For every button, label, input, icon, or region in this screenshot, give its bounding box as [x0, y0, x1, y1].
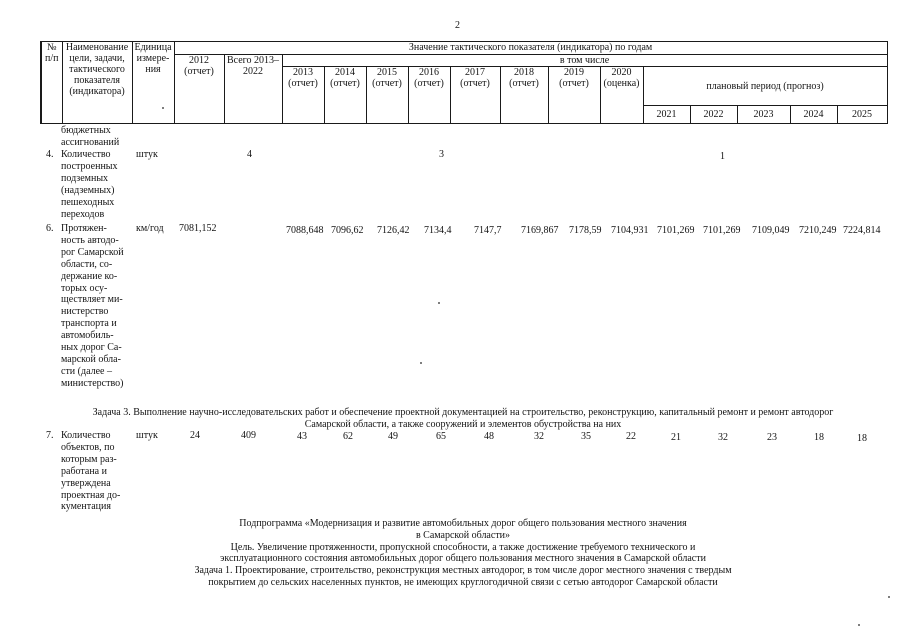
header-total: Всего 2013–2022	[224, 55, 282, 124]
row-6-2023: 7109,049	[752, 225, 790, 236]
continuation-text: бюджетных ассигнований	[61, 125, 120, 148]
row-6-2013: 7088,648	[286, 225, 324, 236]
header-including: в том числе	[282, 55, 887, 67]
row-7-2019: 35	[581, 431, 591, 442]
header-year-2023: 2023	[737, 106, 790, 124]
header-year-2016: 2016 (отчет)	[408, 67, 450, 124]
row-7-2012: 24	[190, 430, 200, 441]
row-7-name: Количество объектов, по которым раз- работана и утверждена проектная до- кументация	[61, 430, 121, 513]
row-6-2020: 7104,931	[611, 225, 649, 236]
row-6-2012: 7081,152	[179, 223, 217, 234]
header-name: Наименование цели, задачи, тактического показателя (индикатора)	[62, 42, 132, 124]
subprogram-task-1: Задача 1. Проектирование, строительство, реконструкция местных автодорог, в том числе дорог местного значения с твердым	[194, 565, 732, 577]
row-4-num: 4.	[46, 149, 54, 160]
subprogram-goal: Цель. Увеличение протяженности, пропускной способности, а также достижение требуемого технического и	[230, 541, 696, 553]
row-7-2022: 32	[718, 432, 728, 443]
row-4-2016: 3	[439, 149, 444, 160]
header-year-2021: 2021	[643, 106, 690, 124]
row-4-name: Количество построенных подземных (надземных) пешеходных переходов	[61, 149, 118, 220]
row-7-2014: 62	[343, 431, 353, 442]
row-7-unit: штук	[136, 430, 158, 441]
row-7-2021: 21	[671, 432, 681, 443]
row-6-2019: 7178,59	[569, 225, 602, 236]
row-4-2022: 1	[720, 151, 725, 162]
row-4-unit: штук	[136, 149, 158, 160]
header-year-2024: 2024	[790, 106, 837, 124]
row-6-2024: 7210,249	[799, 225, 837, 236]
header-year-2025: 2025	[837, 106, 887, 124]
header-year-2019: 2019 (отчет)	[548, 67, 600, 124]
scan-speck	[858, 624, 860, 626]
row-7-total: 409	[241, 430, 256, 441]
header-year-2013: 2013 (отчет)	[282, 67, 324, 124]
row-7-2018: 32	[534, 431, 544, 442]
row-7-2015: 49	[388, 431, 398, 442]
header-year-2015: 2015 (отчет)	[366, 67, 408, 124]
row-6-name: Протяжен- ность автодо- рог Самарской области, со- держание ко- торых осу- ществляет ми- нистерство транспорта и автомобиль- ных дорог Са- марской обла- сти (далее – министерство)	[61, 223, 124, 389]
row-6-2021: 7101,269	[657, 225, 695, 236]
scan-speck	[888, 596, 890, 598]
row-7-num: 7.	[46, 430, 54, 441]
task-3-heading: Задача 3. Выполнение научно-исследовательских работ и обеспечение проектной документацией на строительство, реконструкцию, капитальный ремонт и ремонт автодорог Самарской области, а также сооружений и элементов обустройства на них	[92, 407, 834, 430]
subprogram-title-cont: в Самарской области»	[415, 529, 511, 541]
indicator-table-header	[40, 41, 888, 124]
header-unit: Единица измере-ния	[132, 42, 174, 124]
row-7-2020: 22	[626, 431, 636, 442]
subprogram-task-1-cont: покрытием до сельских населенных пунктов, не имеющих круглогодичной связи с сетью автодорог Самарской области	[208, 576, 718, 588]
row-6-2014: 7096,62	[331, 225, 364, 236]
row-7-2024: 18	[814, 432, 824, 443]
scan-speck	[162, 107, 164, 109]
header-values-title: Значение тактического показателя (индикатора) по годам	[174, 42, 887, 55]
row-7-2017: 48	[484, 431, 494, 442]
row-6-2015: 7126,42	[377, 225, 410, 236]
subprogram-block	[40, 518, 886, 589]
row-4-total: 4	[247, 149, 252, 160]
row-7-2025: 18	[857, 433, 867, 444]
row-6-2017: 7147,7	[474, 225, 502, 236]
row-6-2022: 7101,269	[703, 225, 741, 236]
row-6-num: 6.	[46, 223, 54, 234]
row-6-2016: 7134,4	[424, 225, 452, 236]
header-year-2014: 2014 (отчет)	[324, 67, 366, 124]
row-7-2023: 23	[767, 432, 777, 443]
scan-speck	[420, 362, 422, 364]
row-7-2013: 43	[297, 431, 307, 442]
subprogram-title: Подпрограмма «Модернизация и развитие автомобильных дорог общего пользования местного значения	[239, 518, 687, 529]
header-planned-period: плановый период (прогноз)	[643, 67, 887, 106]
row-6-2018: 7169,867	[521, 225, 559, 236]
row-6-2025: 7224,814	[843, 225, 881, 236]
subprogram-goal-cont: эксплуатационного состояния автомобильных дорог общего пользования местного значения в Самарской области	[220, 553, 706, 565]
header-num: № п/п	[41, 42, 62, 124]
row-7-2016: 65	[436, 431, 446, 442]
row-6-unit: км/год	[136, 223, 164, 234]
page-number: 2	[455, 20, 460, 31]
header-year-2022: 2022	[690, 106, 737, 124]
header-year-2020: 2020 (оценка)	[600, 67, 643, 124]
scan-speck	[438, 302, 440, 304]
header-year-2017: 2017 (отчет)	[450, 67, 500, 124]
header-2012: 2012 (отчет)	[174, 55, 224, 124]
header-year-2018: 2018 (отчет)	[500, 67, 548, 124]
